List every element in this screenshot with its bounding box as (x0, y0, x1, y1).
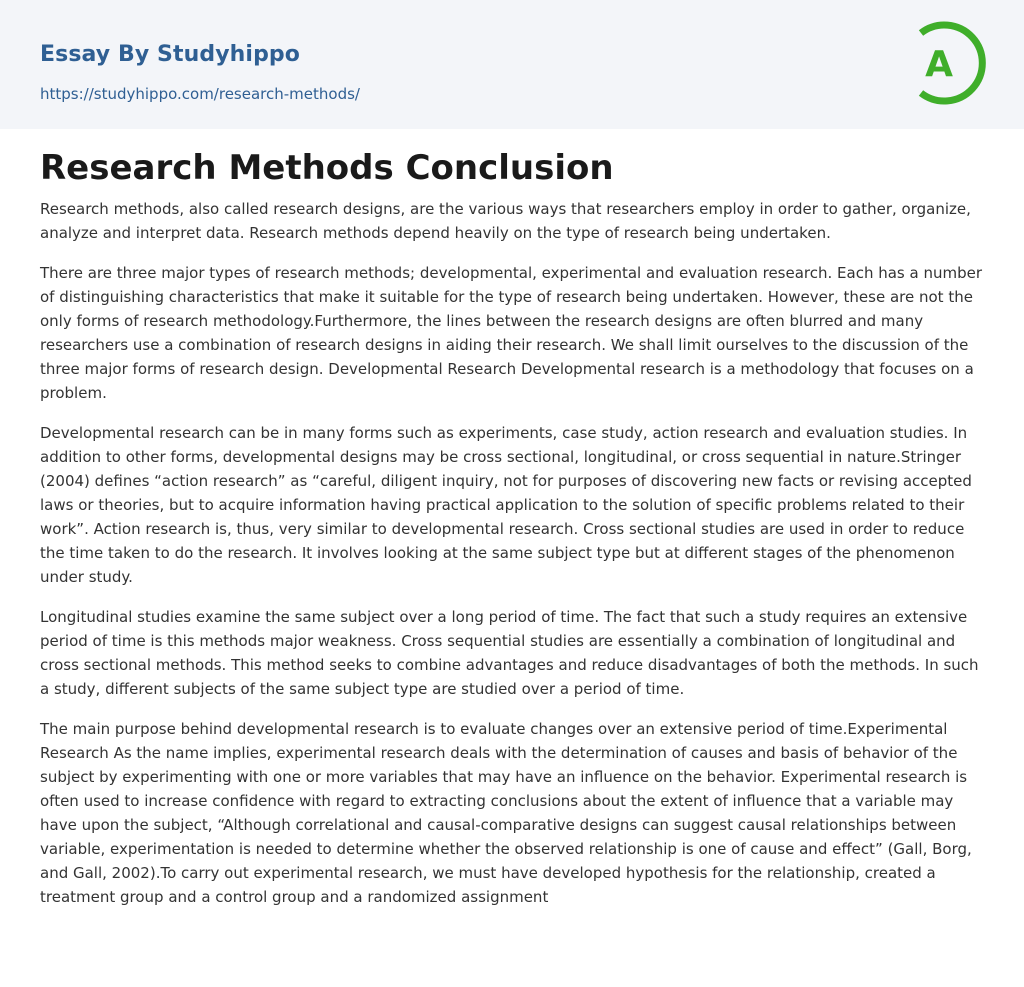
page-title: Research Methods Conclusion (40, 148, 614, 188)
article (40, 145, 984, 925)
article-paragraph-2: There are three major types of research methods; developmental, experimental and evaluation research. Each has a number of distinguishing characteristics that make it suitable for the type of research being undertaken. However, these are not the only forms of research methodology.Furthermore, the lines between the research designs are often blurred and many researchers use a combination of research designs in aiding their research. We shall limit ourselves to the discussion of the three major forms of research design. Developmental Research Developmental research is a methodology that focuses on a problem. (40, 264, 983, 402)
site-title[interactable]: Essay By Studyhippo (40, 42, 300, 67)
essay-url-link[interactable]: https://studyhippo.com/research-methods/ (40, 85, 360, 103)
article-paragraph-1: Research methods, also called research designs, are the various ways that researchers employ in order to gather, organize, analyze and interpret data. Research methods depend heavily on the type of research being undertaken. (40, 200, 971, 242)
logo-letter: A (925, 44, 953, 85)
article-paragraph-4: Longitudinal studies examine the same subject over a long period of time. The fact that such a study requires an extensive period of time is this methods major weakness. Cross sequential studies are essentially a combination of longitudinal and cross sectional methods. This method seeks to combine advantages and reduce disadvantages of both the methods. In such a study, different subjects of the same subject type are studied over a period of time. (40, 608, 979, 698)
article-paragraph-5: The main purpose behind developmental research is to evaluate changes over an extensive period of time.Experimental Research As the name implies, experimental research deals with the determination of causes and basis of behavior of the subject by experimenting with one or more variables that may have an influence on the behavior. Experimental research is often used to increase confidence with regard to extracting conclusions about the extent of influence that a variable may have upon the subject, “Although correlational and causal-comparative designs can suggest causal relationships between variable, experimentation is needed to determine whether the observed relationship is one of cause and effect” (Gall, Borg, and Gall, 2002).To carry out experimental research, we must have developed hypothesis for the relationship, created a treatment group and a control group and a randomized assignment (40, 720, 972, 906)
studyhippo-logo-icon[interactable] (896, 18, 988, 108)
site-header (0, 0, 1024, 129)
article-paragraph-3: Developmental research can be in many forms such as experiments, case study, action research and evaluation studies. In addition to other forms, developmental designs may be cross sectional, longitudinal, or cross sequential in nature.Stringer (2004) defines “action research” as “careful, diligent inquiry, not for purposes of discovering new facts or revising accepted laws or theories, but to acquire information having practical application to the solution of specific problems related to their work”. Action research is, thus, very similar to developmental research. Cross sectional studies are used in order to reduce the time taken to do the research. It involves looking at the same subject type but at different stages of the phenomenon under study. (40, 424, 972, 586)
